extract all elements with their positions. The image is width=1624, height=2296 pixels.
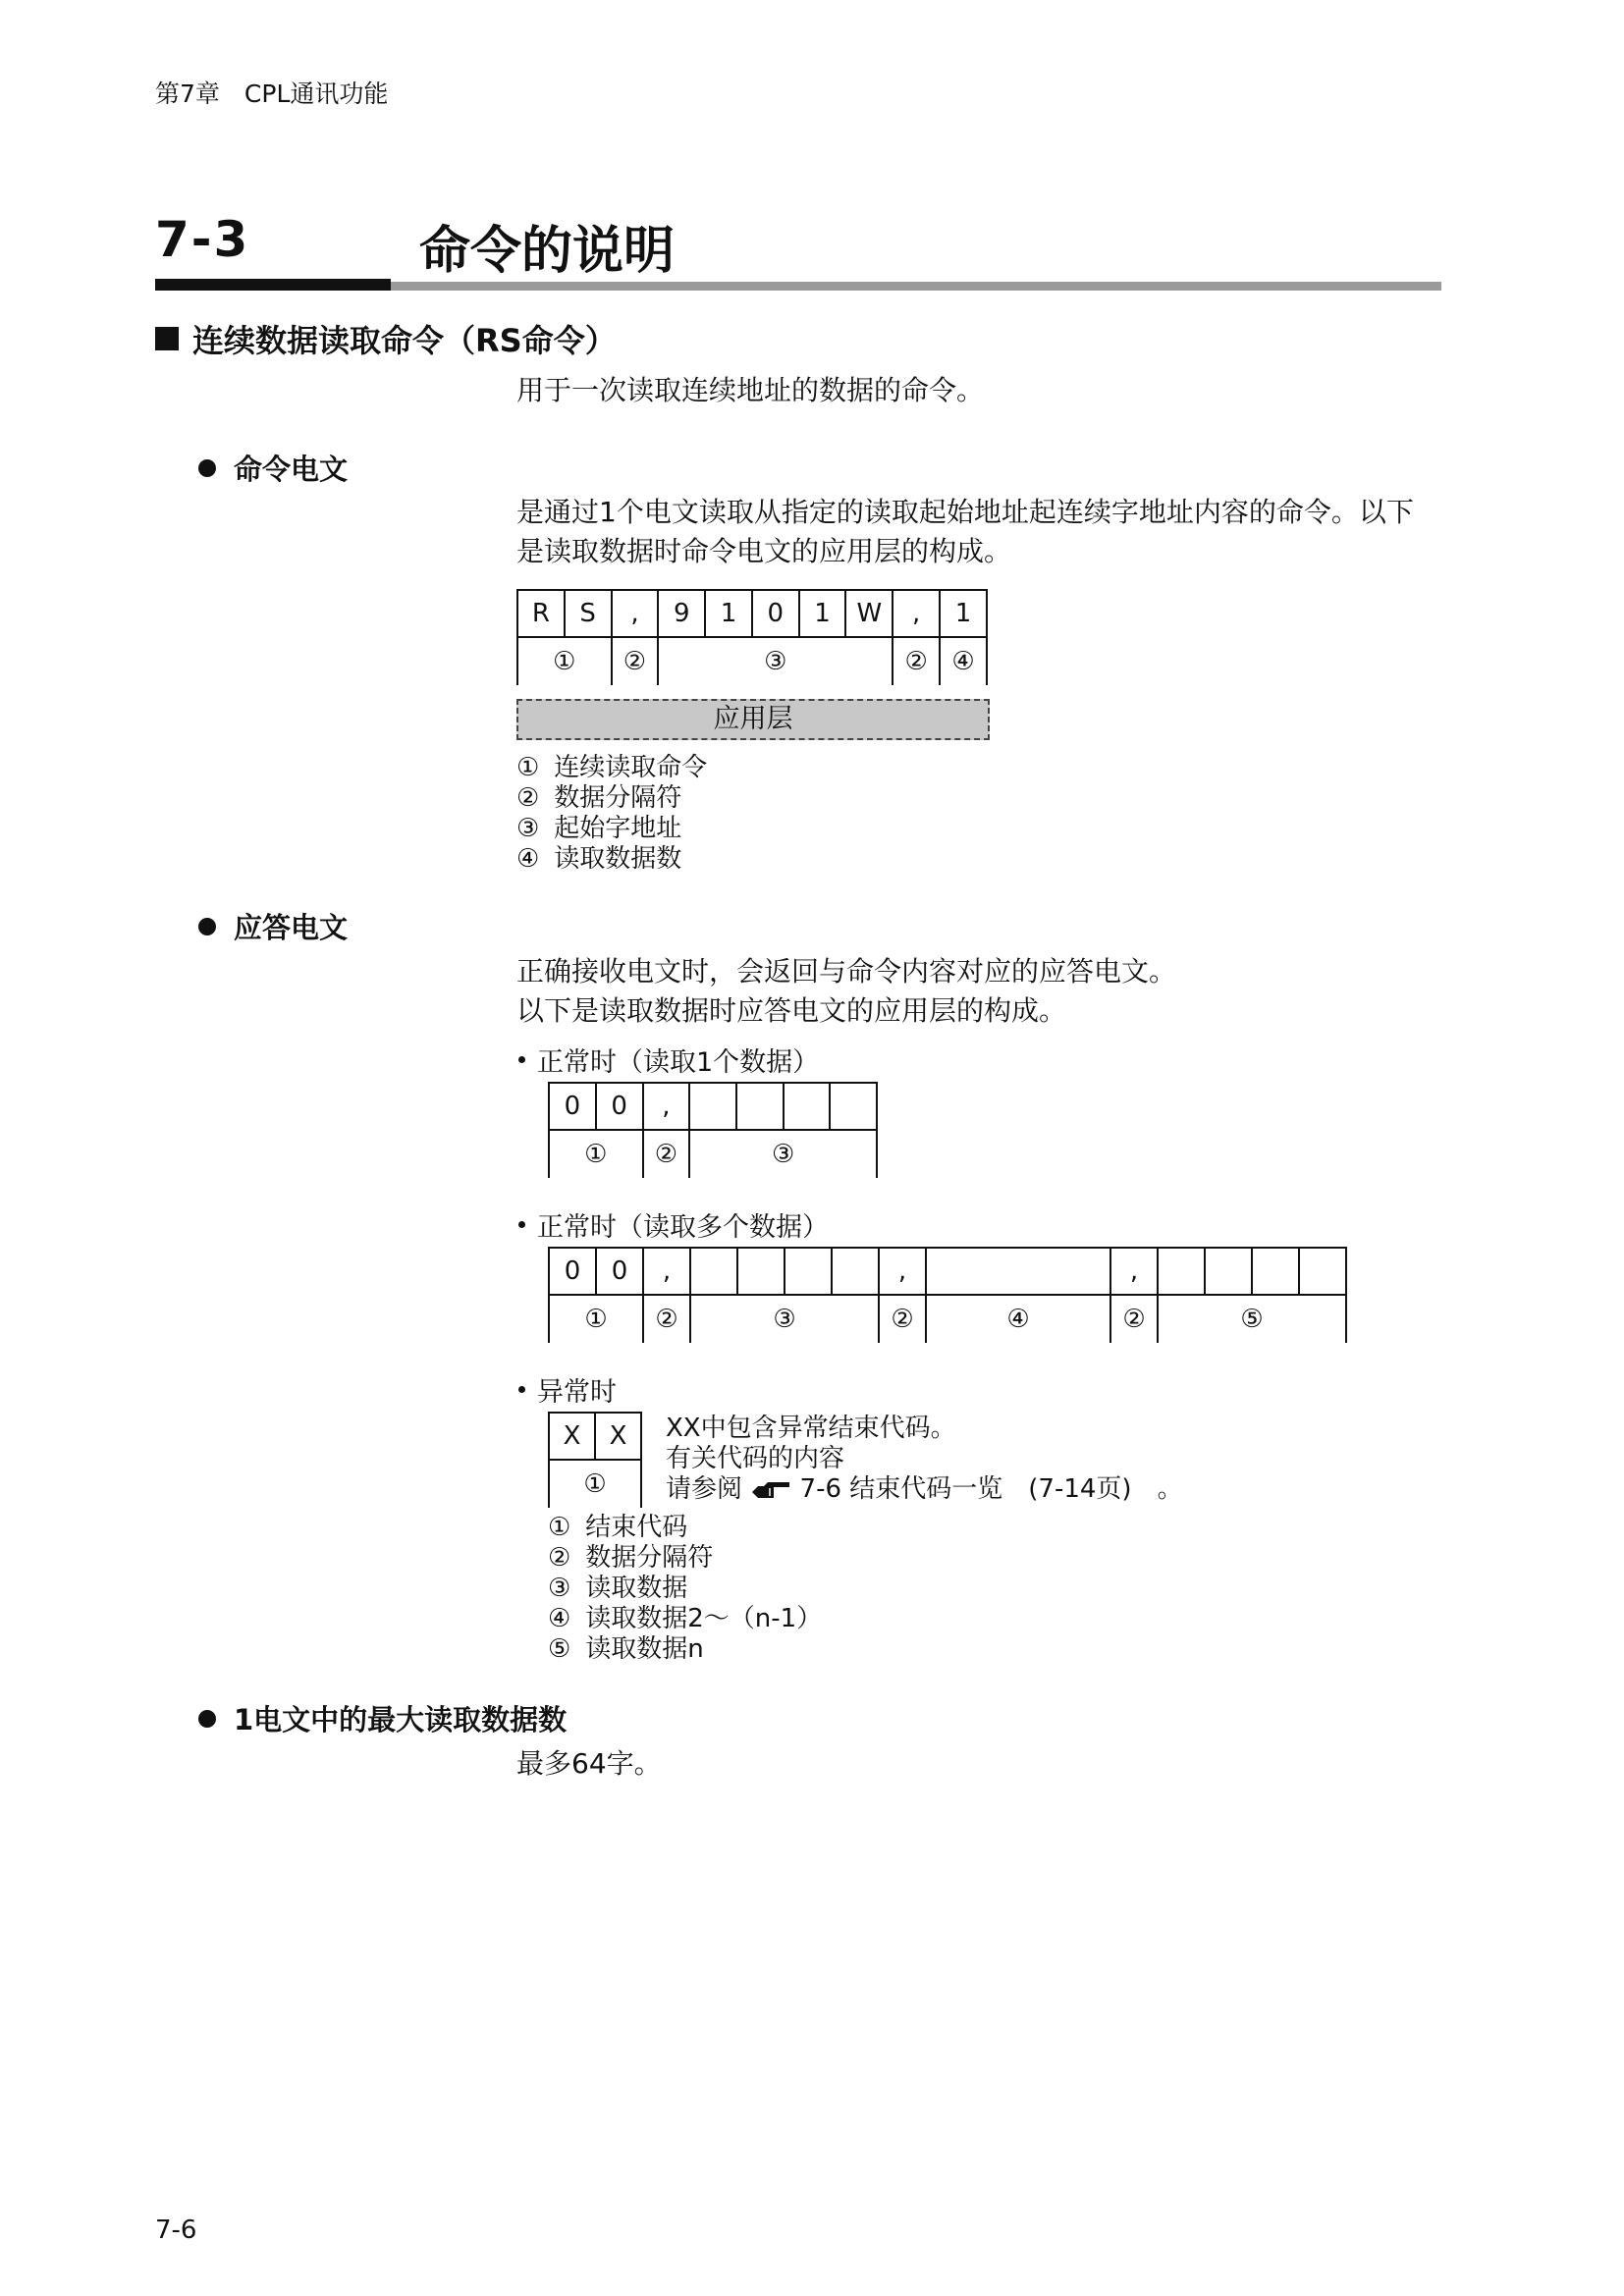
max-read-text: 最多64字。: [516, 1747, 662, 1780]
max-read-heading: [198, 1698, 567, 1738]
legend-item: ⑤ 读取数据n: [548, 1634, 704, 1664]
frame-cell: [784, 1083, 831, 1130]
frame-cell: [830, 1083, 877, 1130]
legend-item: ① 结束代码: [548, 1513, 688, 1542]
frame-cell: W: [845, 590, 893, 637]
frame-cell: [1205, 1248, 1252, 1295]
subsection-heading: [155, 316, 617, 361]
frame-cell: 0: [549, 1248, 596, 1295]
abnormal-note: [666, 1414, 1183, 1505]
frame-cell: ,: [643, 1248, 690, 1295]
frame-mark: ④: [940, 637, 987, 685]
subsection-title: 连续数据读取命令（RS命令）: [192, 322, 617, 359]
legend-item: ③ 读取数据: [548, 1574, 688, 1603]
frame-mark: ③: [690, 1295, 879, 1343]
frame-mark: ②: [643, 1130, 690, 1178]
frame-cell: 0: [549, 1083, 596, 1130]
reference-link[interactable]: 7-6 结束代码一览 (7-14页) 。: [799, 1474, 1183, 1504]
frame-cell: ,: [879, 1248, 926, 1295]
frame-cell: [832, 1248, 879, 1295]
abnormal-note-line2: 有关代码的内容: [666, 1444, 845, 1473]
frame-cell: 1: [940, 590, 987, 637]
frame-cell: [1299, 1248, 1346, 1295]
abnormal-note-line1: XX中包含异常结束代码。: [666, 1414, 956, 1443]
frame-mark: ②: [879, 1295, 926, 1343]
frame-cell: 0: [596, 1248, 643, 1295]
command-legend: [516, 753, 707, 875]
command-msg-heading-text: 命令电文: [234, 453, 349, 486]
frame-cell: [689, 1083, 736, 1130]
frame-mark: ①: [549, 1295, 643, 1343]
frame-cell: ,: [1110, 1248, 1158, 1295]
response-msg-desc-line1: 正确接收电文时，会返回与命令内容对应的应答电文。: [516, 955, 1177, 988]
legend-item: ② 数据分隔符: [516, 783, 682, 813]
command-msg-desc-line2: 是读取数据时命令电文的应用层的构成。: [516, 535, 1012, 567]
abnormal-note-line3: 请参阅 7-6 结束代码一览 (7-14页) 。: [666, 1474, 1183, 1504]
section-number: 7-3: [155, 211, 250, 268]
normal-single-label: 正常时（读取1个数据）: [518, 1041, 819, 1079]
frame-cell: ,: [612, 590, 659, 637]
frame-cell: X: [595, 1413, 641, 1460]
abnormal-label: 异常时: [518, 1370, 617, 1409]
frame-mark: ⑤: [1158, 1295, 1346, 1343]
command-msg-desc-line1: 是通过1个电文读取从指定的读取起始地址起连续字地址内容的命令。以下: [516, 496, 1414, 528]
small-bullet-icon: [518, 1221, 525, 1228]
frame-mark: ①: [549, 1460, 641, 1508]
frame-cell: [785, 1248, 832, 1295]
response-msg-desc-line2: 以下是读取数据时应答电文的应用层的构成。: [516, 994, 1067, 1027]
square-bullet-icon: [155, 327, 179, 350]
frame-mark: ③: [689, 1130, 877, 1178]
page-number: 7-6: [155, 2216, 197, 2245]
legend-item: ① 连续读取命令: [516, 753, 708, 782]
frame-cell: [736, 1083, 784, 1130]
frame-cell: X: [549, 1413, 595, 1460]
frame-mark: ②: [893, 637, 940, 685]
frame-cell: [1252, 1248, 1299, 1295]
normal-multi-label: 正常时（读取多个数据）: [518, 1205, 829, 1244]
frame-cell: ,: [893, 590, 940, 637]
command-msg-heading: [198, 448, 348, 488]
frame-cell: R: [517, 590, 565, 637]
frame-cell: S: [565, 590, 612, 637]
small-bullet-icon: [518, 1056, 525, 1063]
response-legend: [548, 1513, 822, 1665]
response-msg-desc: [516, 952, 1176, 1031]
frame-mark: ①: [549, 1130, 643, 1178]
frame-mark: ②: [612, 637, 659, 685]
command-msg-desc: [516, 493, 1414, 571]
legend-item: ② 数据分隔符: [548, 1543, 714, 1573]
application-layer-box: 应用层: [516, 699, 990, 740]
response-abnormal-table: [548, 1412, 642, 1508]
max-read-heading-text: 1电文中的最大读取数据数: [234, 1703, 568, 1736]
bullet-dot-icon: [198, 1710, 216, 1728]
frame-mark: ②: [643, 1295, 690, 1343]
small-bullet-icon: [518, 1386, 525, 1393]
response-msg-heading: [198, 906, 348, 946]
response-single-table: [548, 1082, 878, 1178]
frame-mark: ①: [517, 637, 612, 685]
frame-cell: [690, 1248, 737, 1295]
command-frame-table: [516, 589, 988, 685]
frame-cell: [1158, 1248, 1205, 1295]
frame-cell: 0: [752, 590, 799, 637]
response-multi-table: [548, 1247, 1347, 1343]
title-rule-black: [155, 279, 391, 291]
response-msg-heading-text: 应答电文: [234, 911, 349, 944]
section-title: 命令的说明: [419, 222, 676, 281]
frame-cell: [737, 1248, 785, 1295]
title-rule-gray: [391, 282, 1441, 291]
frame-mark: ②: [1110, 1295, 1158, 1343]
frame-cell: 1: [799, 590, 846, 637]
chapter-header: 第7章 CPL通讯功能: [155, 80, 389, 108]
pointing-hand-icon: [750, 1478, 791, 1502]
legend-item: ④ 读取数据2～（n-1）: [548, 1604, 823, 1633]
frame-cell: 0: [596, 1083, 643, 1130]
frame-cell: [926, 1248, 1110, 1295]
legend-item: ③ 起始字地址: [516, 814, 682, 843]
frame-cell: 1: [705, 590, 752, 637]
legend-item: ④ 读取数据数: [516, 844, 682, 874]
frame-cell: ,: [643, 1083, 690, 1130]
frame-cell: 9: [658, 590, 705, 637]
frame-mark: ④: [926, 1295, 1110, 1343]
subsection-intro: 用于一次读取连续地址的数据的命令。: [516, 374, 985, 406]
bullet-dot-icon: [198, 918, 216, 935]
frame-mark: ③: [658, 637, 893, 685]
bullet-dot-icon: [198, 459, 216, 477]
